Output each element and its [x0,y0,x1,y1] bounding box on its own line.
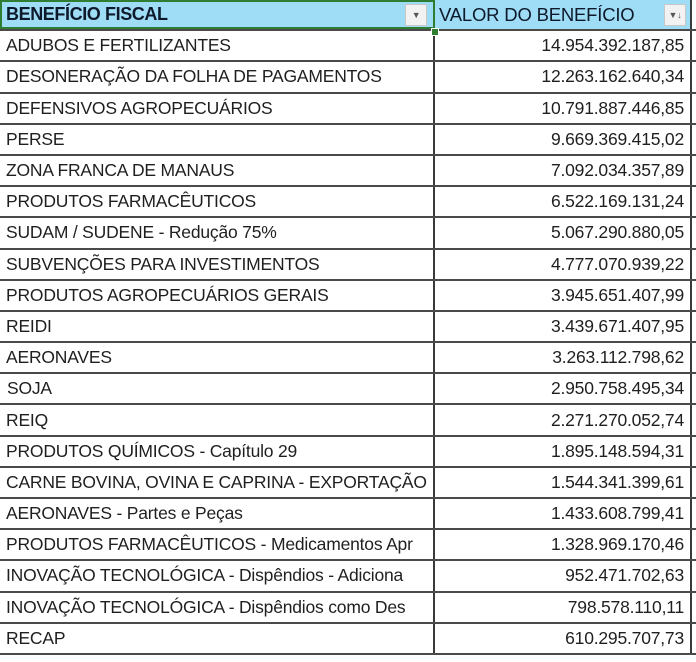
valor-do-beneficio-text: 9.669.369.415,02 [550,128,684,149]
beneficio-fiscal-text: ADUBOS E FERTILIZANTES [6,35,231,56]
valor-do-beneficio-text: 6.522.169.131,24 [550,191,684,212]
table-row [0,94,696,125]
table-row [0,624,696,655]
valor-do-beneficio-text: 12.263.162.640,34 [541,66,684,87]
valor-do-beneficio-cell[interactable] [435,343,692,372]
valor-do-beneficio-text: 5.067.290.880,05 [550,222,684,243]
beneficio-fiscal-cell[interactable] [0,624,435,653]
beneficio-fiscal-cell[interactable] [0,156,435,185]
valor-do-beneficio-text: 798.578.110,11 [567,596,684,617]
valor-do-beneficio-text: 3.439.671.407,95 [550,315,684,336]
beneficio-fiscal-text: INOVAÇÃO TECNOLÓGICA - Dispêndios como Des [6,596,406,617]
valor-do-beneficio-cell[interactable] [435,561,692,590]
valor-do-beneficio-cell[interactable] [435,250,692,279]
beneficio-fiscal-cell[interactable] [0,281,435,310]
beneficio-fiscal-cell[interactable] [0,187,435,216]
table-row [0,530,696,561]
filter-dropdown-icon[interactable]: ▼ [405,4,427,26]
valor-do-beneficio-text: 610.295.707,73 [565,627,684,648]
beneficio-fiscal-cell[interactable] [0,405,435,434]
beneficio-fiscal-text: AERONAVES - Partes e Peças [6,503,243,524]
beneficio-fiscal-text: CARNE BOVINA, OVINA E CAPRINA - EXPORTAÇÃO [6,471,427,492]
beneficio-fiscal-text: DESONERAÇÃO DA FOLHA DE PAGAMENTOS [6,66,382,87]
beneficio-fiscal-text: DEFENSIVOS AGROPECUÁRIOS [6,97,273,118]
valor-do-beneficio-cell[interactable] [435,125,692,154]
beneficio-fiscal-text: RECAP [6,627,66,648]
valor-do-beneficio-cell[interactable] [435,374,692,403]
table-row [0,218,696,249]
valor-do-beneficio-text: 1.544.341.399,61 [550,471,684,492]
header-cell-beneficio-fiscal[interactable] [0,0,435,29]
beneficio-fiscal-text: ZONA FRANCA DE MANAUS [6,160,235,181]
beneficio-fiscal-text: PRODUTOS FARMACÊUTICOS - Medicamentos Apr [6,534,413,555]
valor-do-beneficio-text: 3.263.112.798,62 [552,347,684,368]
beneficio-fiscal-text: PRODUTOS AGROPECUÁRIOS GERAIS [6,284,329,305]
beneficio-fiscal-cell[interactable] [0,593,435,622]
beneficio-fiscal-cell[interactable] [0,437,435,466]
beneficio-fiscal-text: AERONAVES [6,347,112,368]
valor-do-beneficio-text: 2.271.270.052,74 [550,409,684,430]
beneficio-fiscal-cell[interactable] [0,343,435,372]
beneficio-fiscal-cell[interactable] [0,31,435,60]
beneficio-fiscal-text: PERSE [6,128,65,149]
valor-do-beneficio-text: 10.791.887.446,85 [541,97,684,118]
beneficio-fiscal-text: PRODUTOS FARMACÊUTICOS [6,191,257,212]
valor-do-beneficio-cell[interactable] [435,218,692,247]
header-label-beneficio-fiscal: BENEFÍCIO FISCAL [6,4,168,25]
valor-do-beneficio-cell[interactable] [435,530,692,559]
valor-do-beneficio-cell[interactable] [435,156,692,185]
sort-descending-filter-icon[interactable]: ▼↓ [664,4,686,26]
selection-fill-handle[interactable] [431,28,439,36]
valor-do-beneficio-cell[interactable] [435,405,692,434]
valor-do-beneficio-text: 1.895.148.594,31 [550,440,684,461]
valor-do-beneficio-cell[interactable] [435,437,692,466]
valor-do-beneficio-text: 2.950.758.495,34 [550,378,684,399]
beneficio-fiscal-cell[interactable] [0,530,435,559]
valor-do-beneficio-cell[interactable] [435,312,692,341]
beneficio-fiscal-text: REIDI [6,315,52,336]
valor-do-beneficio-cell[interactable] [435,62,692,91]
valor-do-beneficio-cell[interactable] [435,187,692,216]
valor-do-beneficio-text: 14.954.392.187,85 [541,35,684,56]
table-row [0,561,696,592]
valor-do-beneficio-cell[interactable] [435,281,692,310]
table-row [0,156,696,187]
valor-do-beneficio-text: 7.092.034.357,89 [550,160,684,181]
valor-do-beneficio-text: 952.471.702,63 [565,565,684,586]
valor-do-beneficio-text: 1.433.608.799,41 [550,503,684,524]
table-row [0,374,696,405]
valor-do-beneficio-cell[interactable] [435,94,692,123]
header-label-valor-do-beneficio: VALOR DO BENEFÍCIO [439,3,635,25]
beneficio-fiscal-cell[interactable] [0,468,435,497]
valor-do-beneficio-text: 3.945.651.407,99 [550,284,684,305]
beneficio-fiscal-cell[interactable] [0,94,435,123]
beneficio-fiscal-text: SUDAM / SUDENE - Redução 75% [6,222,277,243]
valor-do-beneficio-cell[interactable] [435,31,692,60]
table-row [0,468,696,499]
beneficio-fiscal-cell[interactable] [0,250,435,279]
table-row [0,31,696,62]
table-row [0,312,696,343]
valor-do-beneficio-text: 1.328.969.170,46 [550,534,684,555]
table-row [0,343,696,374]
valor-do-beneficio-text: 4.777.070.939,22 [550,253,684,274]
table-row [0,125,696,156]
beneficio-fiscal-cell[interactable] [0,218,435,247]
beneficio-fiscal-cell[interactable] [0,561,435,590]
header-cell-valor-do-beneficio[interactable] [435,0,692,29]
table-row [0,62,696,93]
table-body [0,31,696,655]
beneficio-fiscal-cell[interactable] [0,374,435,403]
valor-do-beneficio-cell[interactable] [435,593,692,622]
table-row [0,405,696,436]
valor-do-beneficio-cell[interactable] [435,624,692,653]
beneficio-fiscal-text: INOVAÇÃO TECNOLÓGICA - Dispêndios - Adiciona [6,565,404,586]
beneficio-fiscal-text: SUBVENÇÕES PARA INVESTIMENTOS [6,253,320,274]
valor-do-beneficio-cell[interactable] [435,468,692,497]
header-row [0,0,696,31]
table-row [0,593,696,624]
beneficio-fiscal-cell[interactable] [0,499,435,528]
beneficio-fiscal-cell[interactable] [0,125,435,154]
beneficio-fiscal-text: REIQ [6,409,48,430]
beneficio-fiscal-text: PRODUTOS QUÍMICOS - Capítulo 29 [6,440,298,461]
beneficio-fiscal-cell[interactable] [0,62,435,91]
table-row [0,281,696,312]
table-row [0,437,696,468]
table-row [0,250,696,281]
valor-do-beneficio-cell[interactable] [435,499,692,528]
beneficio-fiscal-text: SOJA [7,378,52,399]
table-row [0,499,696,530]
table-row [0,187,696,218]
beneficio-fiscal-cell[interactable] [0,312,435,341]
